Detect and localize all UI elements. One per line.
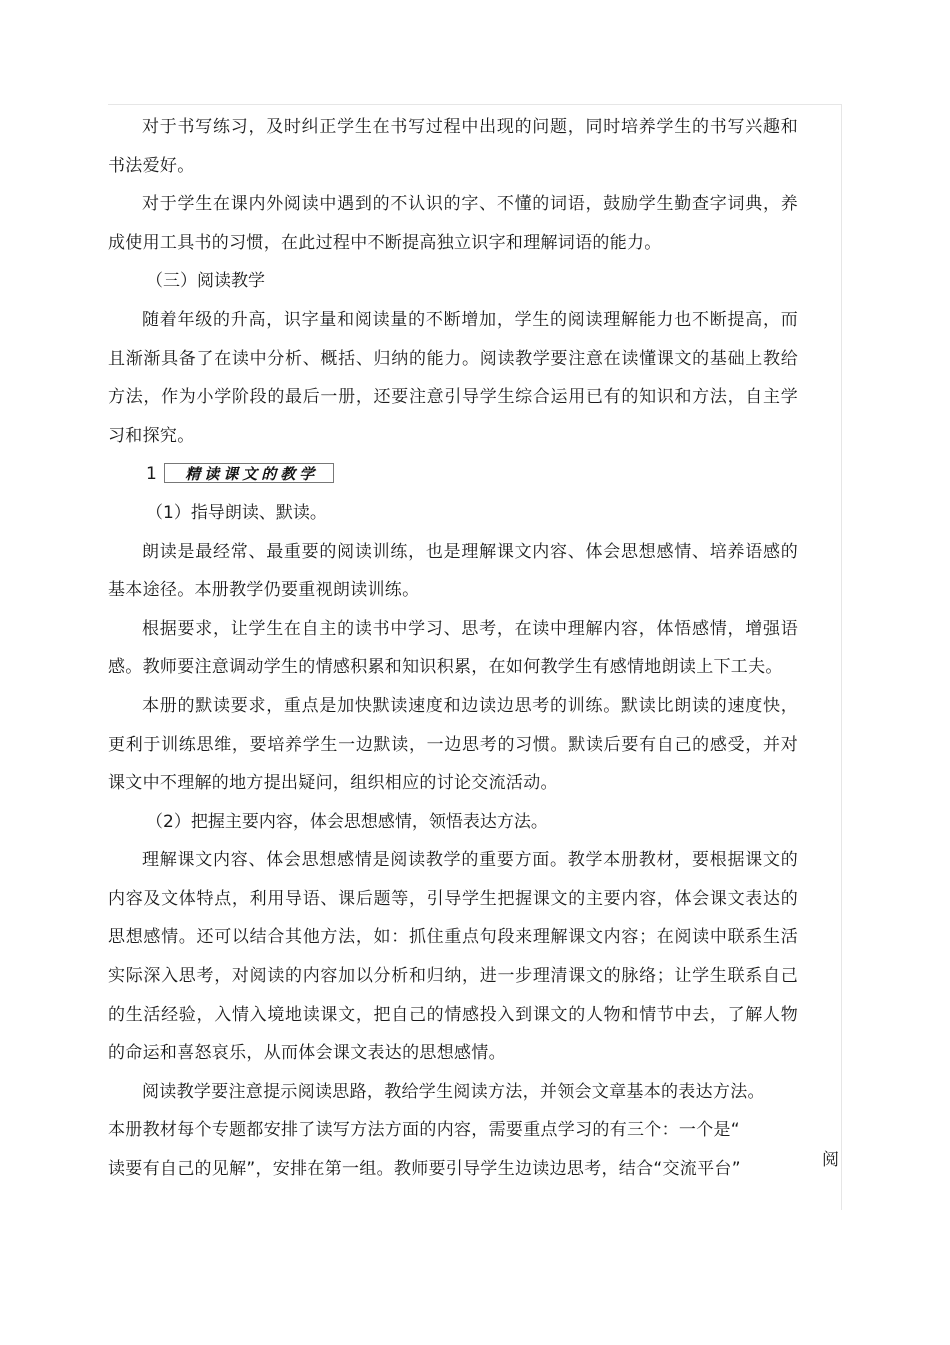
edge-character: 阅 [822,1150,839,1170]
paragraph-understanding: 理解课文内容、体会思想感情是阅读教学的重要方面。教学本册教材，要根据课文的内容及文体特点，利用导语、课后题等，引导学生把握课文的主要内容，体会课文表达的思想感情。还可以结合其他方法，如：抓住重点句段来理解课文内容；在阅读中联系生活实际深入思考，对阅读的内容加以分析和归纳，进一步理清课文的脉络；让学生联系自己的生活经验，入情入境地读课文，把自己的情感投入到课文的人物和情节中去，了解人物的命运和喜怒哀乐，从而体会课文表达的思想感情。 [108,850,798,1064]
item-guide-reading: （1）指导朗读、默读。 [146,502,327,523]
subheading-intensive-reading [108,455,798,494]
paragraph-reading-method-line2: 本册教材每个专题都安排了读写方法方面的内容，需要重点学习的有三个：一个是“ [108,1120,740,1141]
section-heading-reading: （三）阅读教学 [146,271,265,292]
subheading-number: 1 [146,464,157,485]
paragraph-reading-ability: 随着年级的升高，识字量和阅读量的不断增加，学生的阅读理解能力也不断提高，而且渐渐具备了在读中分析、概括、归纳的能力。阅读教学要注意在读懂课文的基础上教给方法，作为小学阶段的最后一册，还要注意引导学生综合运用已有的知识和方法，自主学习和探究。 [108,309,798,446]
paragraph-reading-aloud: 朗读是最经常、最重要的阅读训练，也是理解课文内容、体会思想感情、培养语感的基本途径。本册教学仍要重视朗读训练。 [108,541,798,601]
paragraph-reading-method-line3: 读要有自己的见解”，安排在第一组。教师要引导学生边读边思考，结合“交流平台” [108,1159,741,1180]
paragraph-writing-practice: 对于书写练习，及时纠正学生在书写过程中出现的问题，同时培养学生的书写兴趣和书法爱好。 [108,117,798,176]
paragraph-self-study: 根据要求，让学生在自主的读书中学习、思考，在读中理解内容，体悟感情，增强语感。教师要注意调动学生的情感积累和知识积累，在如何教学生有感情地朗读上下工夫。 [108,618,798,678]
paragraph-reading-method-line1: 阅读教学要注意提示阅读思路，教给学生阅读方法，并领会文章基本的表达方法。 [142,1081,765,1102]
item-main-content: （2）把握主要内容，体会思想感情，领悟表达方法。 [146,811,548,832]
paragraph-reading-method-line2-wrap [108,1111,798,1150]
paragraph-dictionary-use: 对于学生在课内外阅读中遇到的不认识的字、不懂的词语，鼓励学生勤查字词典，养成使用工具书的习惯，在此过程中不断提高独立识字和理解词语的能力。 [108,194,798,253]
document-body [108,108,798,1189]
subheading-title-box: 精读课文的教学 [164,463,334,483]
paragraph-silent-reading: 本册的默读要求，重点是加快默读速度和边读边思考的训练。默读比朗读的速度快，更利于训练思维，要培养学生一边默读，一边思考的习惯。默读后要有自己的感受，并对课文中不理解的地方提出疑问，组织相应的讨论交流活动。 [108,695,798,794]
